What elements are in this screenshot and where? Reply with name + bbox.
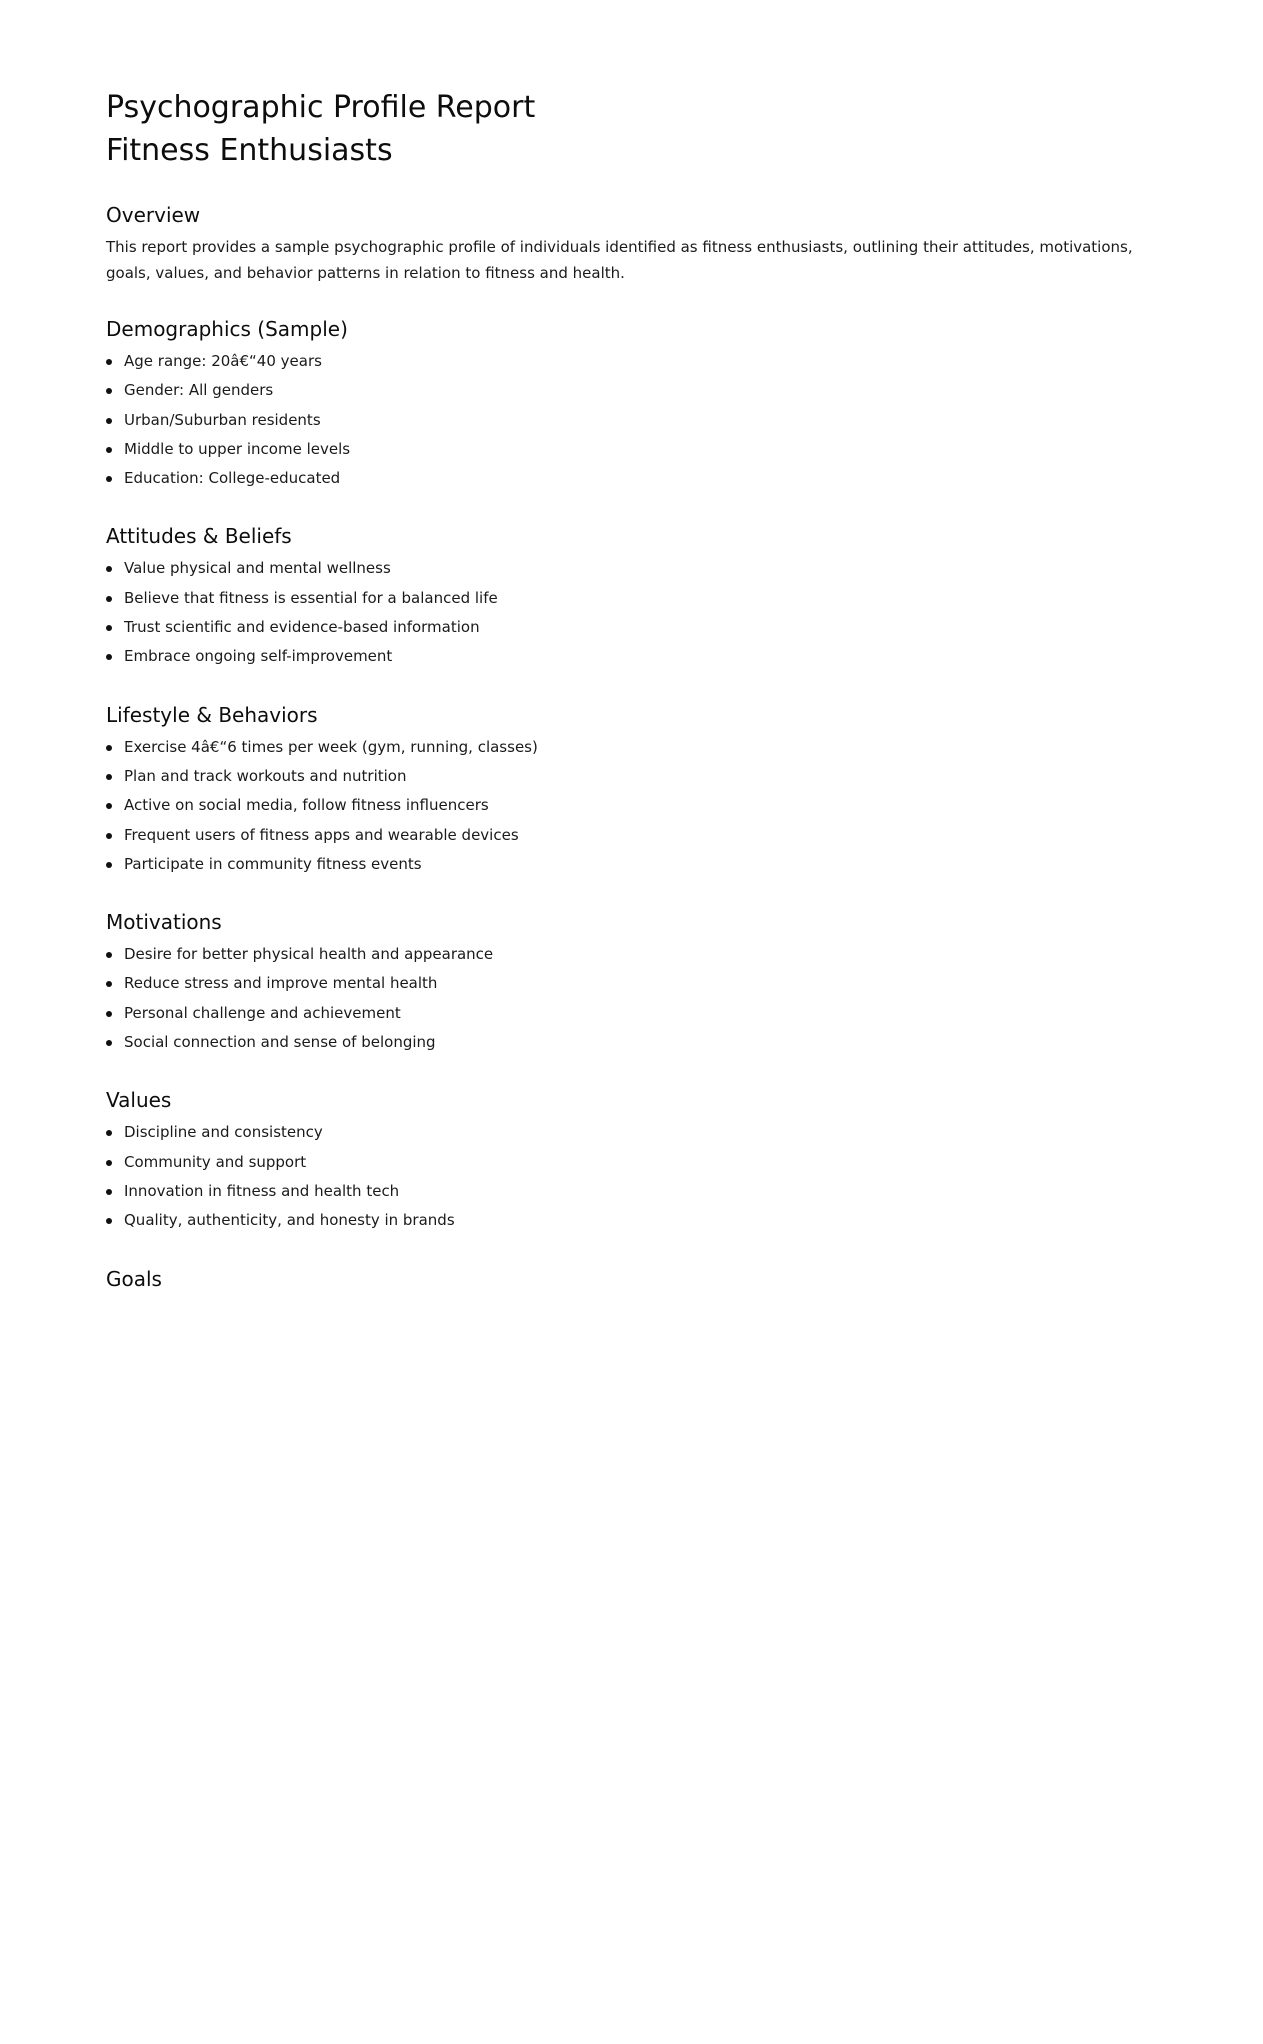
list-item-text: Plan and track workouts and nutrition — [124, 766, 407, 785]
list-item — [106, 1206, 1176, 1235]
list-item-text: Social connection and sense of belonging — [124, 1033, 436, 1052]
list-item-text: Discipline and consistency — [124, 1123, 323, 1142]
bullet-icon — [106, 1011, 112, 1017]
list-item — [106, 1148, 1176, 1177]
report-content — [106, 86, 1176, 1293]
list-item — [106, 940, 1176, 969]
bullet-icon — [106, 596, 112, 602]
lifestyle-list — [106, 733, 1176, 879]
list-item — [106, 733, 1176, 762]
section-goals — [106, 1265, 1176, 1293]
section-values — [106, 1086, 1176, 1235]
report-title-line-1: Psychographic Profile Report — [106, 90, 536, 125]
list-item — [106, 464, 1176, 493]
list-item — [106, 435, 1176, 464]
list-item-text: Gender: All genders — [124, 381, 274, 400]
overview-paragraph: This report provides a sample psychographic profile of individuals identified as fitness enthusiasts, outlining their attitudes, motivations, goals, values, and behavior patterns in relation to fitness and health. — [106, 238, 1133, 282]
list-item — [106, 1028, 1176, 1057]
list-item-text: Participate in community fitness events — [124, 854, 422, 873]
section-heading: Demographics (Sample) — [106, 317, 348, 341]
list-item-text: Active on social media, follow fitness influencers — [124, 796, 489, 815]
bullet-icon — [106, 388, 112, 394]
list-item — [106, 791, 1176, 820]
bullet-icon — [106, 1040, 112, 1046]
bullet-icon — [106, 803, 112, 809]
bullet-icon — [106, 418, 112, 424]
section-demographics — [106, 315, 1176, 493]
list-item — [106, 999, 1176, 1028]
list-item — [106, 969, 1176, 998]
report-title — [106, 86, 1176, 172]
bullet-icon — [106, 745, 112, 751]
bullet-icon — [106, 566, 112, 572]
bullet-icon — [106, 952, 112, 958]
section-motivations — [106, 908, 1176, 1057]
attitudes-list — [106, 554, 1176, 671]
overview-heading: Overview — [106, 203, 201, 227]
list-item-text: Middle to upper income levels — [124, 439, 351, 458]
values-list — [106, 1118, 1176, 1235]
list-item — [106, 642, 1176, 671]
list-item-text: Frequent users of fitness apps and wearable devices — [124, 825, 519, 844]
list-item — [106, 1177, 1176, 1206]
list-item — [106, 584, 1176, 613]
section-attitudes-beliefs — [106, 522, 1176, 671]
bullet-icon — [106, 1130, 112, 1136]
list-item-text: Urban/Suburban residents — [124, 410, 321, 429]
list-item-text: Personal challenge and achievement — [124, 1003, 401, 1022]
list-item-text: Embrace ongoing self-improvement — [124, 647, 393, 666]
list-item — [106, 554, 1176, 583]
section-lifestyle-behaviors — [106, 701, 1176, 879]
list-item — [106, 850, 1176, 879]
list-item — [106, 1118, 1176, 1147]
bullet-icon — [106, 833, 112, 839]
bullet-icon — [106, 774, 112, 780]
bullet-icon — [106, 862, 112, 868]
list-item — [106, 821, 1176, 850]
bullet-icon — [106, 359, 112, 365]
report-title-line-2: Fitness Enthusiasts — [106, 133, 393, 168]
section-heading: Values — [106, 1088, 172, 1113]
demographics-list — [106, 347, 1176, 493]
bullet-icon — [106, 1218, 112, 1224]
list-item-text: Believe that fitness is essential for a balanced life — [124, 588, 498, 607]
section-heading: Motivations — [106, 910, 222, 935]
list-item-text: Community and support — [124, 1152, 307, 1171]
list-item — [106, 406, 1176, 435]
list-item-text: Value physical and mental wellness — [124, 559, 391, 578]
list-item-text: Exercise 4â€“6 times per week (gym, running, classes) — [124, 737, 538, 756]
bullet-icon — [106, 654, 112, 660]
list-item-text: Trust scientific and evidence-based information — [124, 618, 480, 637]
motivations-list — [106, 940, 1176, 1057]
list-item-text: Quality, authenticity, and honesty in brands — [124, 1211, 455, 1230]
list-item-text: Innovation in fitness and health tech — [124, 1181, 400, 1200]
list-item — [106, 613, 1176, 642]
list-item-text: Reduce stress and improve mental health — [124, 974, 438, 993]
bullet-icon — [106, 447, 112, 453]
section-heading: Attitudes & Beliefs — [106, 524, 292, 549]
bullet-icon — [106, 476, 112, 482]
bullet-icon — [106, 625, 112, 631]
list-item-text: Desire for better physical health and appearance — [124, 945, 494, 964]
section-heading: Goals — [106, 1266, 162, 1291]
section-heading: Lifestyle & Behaviors — [106, 702, 318, 727]
list-item-text: Age range: 20â€“40 years — [124, 352, 322, 370]
list-item — [106, 347, 1176, 376]
bullet-icon — [106, 1189, 112, 1195]
list-item-text: Education: College-educated — [124, 469, 341, 488]
bullet-icon — [106, 981, 112, 987]
list-item — [106, 376, 1176, 405]
bullet-icon — [106, 1160, 112, 1166]
list-item — [106, 762, 1176, 791]
